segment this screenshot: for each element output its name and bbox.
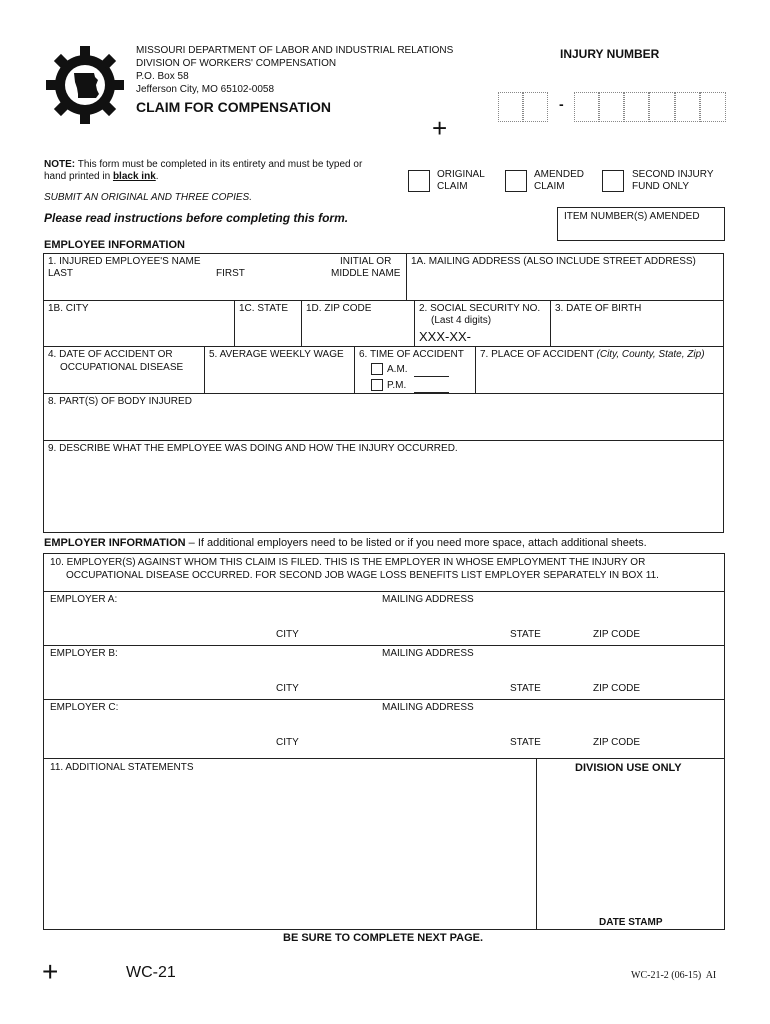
employer-c-mailing-label: MAILING ADDRESS	[382, 702, 474, 713]
note-emphasis: black ink	[112, 171, 156, 182]
complete-next-page-note: BE SURE TO COMPLETE NEXT PAGE.	[283, 932, 484, 944]
date-of-accident-label: 4. DATE OF ACCIDENT OR	[48, 349, 173, 360]
date-of-birth-label: 3. DATE OF BIRTH	[555, 303, 642, 314]
place-of-accident-hint: (City, County, State, Zip)	[596, 349, 705, 360]
note-end: .	[155, 171, 159, 182]
original-claim-label: ORIGINAL	[437, 169, 485, 180]
pm-time-line[interactable]	[414, 392, 449, 393]
form-title: CLAIM FOR COMPENSATION	[136, 99, 331, 115]
note-line2	[44, 171, 159, 183]
employer-c-row[interactable]	[44, 700, 724, 758]
registration-crosshair-icon: +	[432, 113, 448, 143]
missouri-seal-icon	[44, 44, 126, 126]
employer-b-row[interactable]	[44, 646, 724, 698]
am-time-line[interactable]	[414, 376, 449, 377]
am-label: A.M.	[387, 364, 408, 375]
agency-name: MISSOURI DEPARTMENT OF LABOR AND INDUSTRIAL RELATIONS	[136, 45, 454, 56]
injury-number-label: INJURY NUMBER	[560, 47, 660, 61]
mailing-address-label: 1A. MAILING ADDRESS (ALSO INCLUDE STREET ADDRESS)	[411, 256, 696, 267]
division-name: DIVISION OF WORKERS' COMPENSATION	[136, 58, 337, 69]
division-use-label: DIVISION USE ONLY	[575, 762, 682, 774]
place-of-accident-field[interactable]	[476, 347, 723, 392]
note-label: NOTE:	[44, 159, 76, 170]
employer-b-state-label: STATE	[510, 683, 541, 694]
first-name-label: FIRST	[216, 268, 245, 279]
average-weekly-wage-field[interactable]	[205, 347, 353, 392]
date-of-accident-field[interactable]	[44, 347, 203, 392]
date-of-accident-label-2: OCCUPATIONAL DISEASE	[60, 362, 184, 373]
employer-c-state-label: STATE	[510, 737, 541, 748]
ssn-prefix: XXX-XX-	[419, 329, 472, 344]
employee-name-field[interactable]	[44, 254, 405, 299]
mailing-address-field[interactable]	[407, 254, 723, 299]
item-numbers-amended-label: ITEM NUMBER(S) AMENDED	[564, 211, 700, 222]
employer-b-city-label: CITY	[276, 683, 299, 694]
pm-label: P.M.	[387, 380, 407, 391]
amended-claim-checkbox[interactable]	[505, 170, 527, 192]
employer-b-mailing-label: MAILING ADDRESS	[382, 648, 474, 659]
date-stamp-label: DATE STAMP	[599, 917, 663, 928]
original-claim-checkbox[interactable]	[408, 170, 430, 192]
employer-a-state-label: STATE	[510, 629, 541, 640]
employer-b-zip-label: ZIP CODE	[593, 683, 641, 694]
employer-section-title: EMPLOYER INFORMATION	[44, 537, 186, 549]
employer-a-mailing-label: MAILING ADDRESS	[382, 594, 474, 605]
injury-number-sequence-field[interactable]	[574, 92, 726, 122]
employer-c-city-label: CITY	[276, 737, 299, 748]
amended-claim-label-2: CLAIM	[534, 181, 565, 192]
second-injury-fund-label: SECOND INJURY	[632, 169, 714, 180]
employee-name-label: 1. INJURED EMPLOYEE'S NAME	[48, 256, 201, 267]
second-injury-fund-label-2: FUND ONLY	[632, 181, 690, 192]
note-text-2: hand printed in	[44, 171, 111, 182]
zip-code-label: 1D. ZIP CODE	[306, 303, 372, 314]
additional-statements-field[interactable]	[43, 758, 537, 930]
form-revision: WC-21-2 (06-15) AI	[631, 970, 717, 981]
submit-copies-note: SUBMIT AN ORIGINAL AND THREE COPIES.	[44, 192, 252, 203]
employer-a-label: EMPLOYER A:	[50, 594, 118, 605]
city-address: Jefferson City, MO 65102-0058	[136, 84, 275, 95]
ssn-label: 2. SOCIAL SECURITY NO.	[419, 303, 541, 314]
employer-a-row[interactable]	[44, 592, 724, 644]
footer-crosshair-icon: +	[42, 956, 59, 987]
original-claim-label-2: CLAIM	[437, 181, 468, 192]
employer-c-zip-label: ZIP CODE	[593, 737, 641, 748]
last-name-label: LAST	[48, 268, 74, 279]
amended-claim-label: AMENDED	[534, 169, 585, 180]
injury-number-separator: -	[559, 96, 564, 112]
body-parts-injured-field[interactable]	[44, 394, 723, 439]
second-injury-fund-checkbox[interactable]	[602, 170, 624, 192]
injury-description-label: 9. DESCRIBE WHAT THE EMPLOYEE WAS DOING AND HOW THE INJURY OCCURRED.	[48, 443, 458, 454]
injury-description-field[interactable]	[44, 441, 723, 532]
po-box: P.O. Box 58	[136, 71, 189, 82]
city-label: 1B. CITY	[48, 303, 89, 314]
employer-c-label: EMPLOYER C:	[50, 702, 119, 713]
item-numbers-amended-field[interactable]	[557, 207, 725, 241]
employer-section-heading	[44, 537, 647, 550]
state-label: 1C. STATE	[239, 303, 289, 314]
employee-section-title: EMPLOYEE INFORMATION	[44, 239, 185, 251]
employer-instructions: 10. EMPLOYER(S) AGAINST WHOM THIS CLAIM IS FILED. THIS IS THE EMPLOYER IN WHOSE EMPLOYMENT THE INJURY OR	[50, 557, 646, 568]
pm-checkbox[interactable]	[371, 379, 383, 391]
city-field[interactable]	[44, 301, 233, 345]
employer-b-label: EMPLOYER B:	[50, 648, 118, 659]
note-text: This form must be completed in its entirety and must be typed or	[77, 159, 363, 170]
ssn-field[interactable]	[415, 301, 549, 345]
place-of-accident-text: 7. PLACE OF ACCIDENT	[480, 349, 594, 360]
am-checkbox[interactable]	[371, 363, 383, 375]
time-of-accident-field	[355, 347, 474, 392]
division-use-area	[536, 758, 725, 930]
zip-code-field[interactable]	[302, 301, 413, 345]
employer-section-note: – If additional employers need to be listed or if you need more space, attach additional sheets.	[188, 537, 647, 549]
ssn-sublabel: (Last 4 digits)	[431, 315, 492, 326]
middle-name-label: INITIAL OR	[340, 256, 392, 267]
body-parts-injured-label: 8. PART(S) OF BODY INJURED	[48, 396, 192, 407]
place-of-accident-label	[480, 349, 705, 361]
employer-instructions-2: OCCUPATIONAL DISEASE OCCURRED. FOR SECOND JOB WAGE LOSS BENEFITS LIST EMPLOYER SEPARATELY IN BOX 11.	[66, 570, 659, 581]
average-weekly-wage-label: 5. AVERAGE WEEKLY WAGE	[209, 349, 344, 360]
employer-a-city-label: CITY	[276, 629, 299, 640]
middle-name-label-2: MIDDLE NAME	[331, 268, 401, 279]
injury-number-year-field[interactable]	[498, 92, 548, 122]
time-of-accident-label: 6. TIME OF ACCIDENT	[359, 349, 464, 360]
date-of-birth-field[interactable]	[551, 301, 723, 345]
state-field[interactable]	[235, 301, 300, 345]
additional-statements-label: 11. ADDITIONAL STATEMENTS	[50, 762, 194, 773]
note-line1	[44, 159, 362, 171]
employer-a-zip-label: ZIP CODE	[593, 629, 641, 640]
form-code: WC-21	[126, 964, 176, 981]
read-instructions-note: Please read instructions before completing this form.	[44, 211, 349, 225]
